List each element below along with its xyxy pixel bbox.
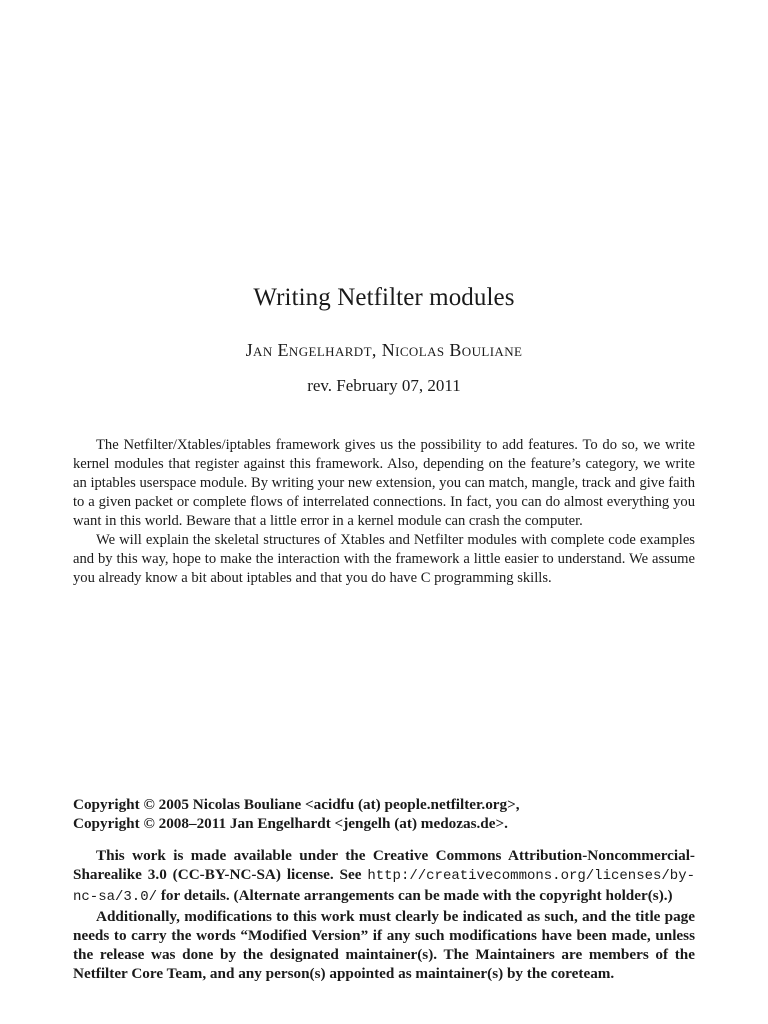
abstract-paragraph: We will explain the skeletal structures of Xtables and Netfilter modules with complete code examples and by this way, hope to make the interaction with the framework a little easier to understand. We assume you already know a bit about iptables and that you do have C programming skills.	[73, 532, 695, 586]
license-paragraph: Additionally, modifications to this work must clearly be indicated as such, and the title page needs to carry the words “Modified Version” if any such modifications have been made, unless the release was done by the designated maintainer(s). The Maintainers are members of the Netfilter Core Team, and any person(s) appointed as maintainer(s) by the coreteam.	[73, 908, 695, 982]
license-section	[73, 846, 695, 983]
copyright-notice	[73, 795, 695, 833]
license-text: for details. (Alternate arrangements can be made with the copyright holder(s).)	[157, 887, 673, 904]
document-authors: Jan Engelhardt, Nicolas Bouliane	[245, 340, 523, 360]
abstract-paragraph: The Netfilter/Xtables/iptables framework gives us the possibility to add features. To do so, we write kernel modules that register against this framework. Also, depending on the feature’s category, we write an iptables userspace module. By writing your new extension, you can match, mangle, track and give faith to a given packet or complete flows of interrelated connections. In fact, you can do almost everything you want in this world. Beware that a little error in a kernel module can crash the computer.	[73, 437, 695, 529]
document-title: Writing Netfilter modules	[253, 284, 515, 311]
copyright-line: Copyright © 2008–2011 Jan Engelhardt <jengelh (at) medozas.de>.	[73, 815, 508, 832]
license-url-link[interactable]: http://creativecommons.org/licenses/by-nc-sa/3.0/	[73, 868, 695, 905]
license-text: This work is made available under the Creative Commons Attribution-Noncommercial-Sharealike 3.0 (CC-BY-NC-SA) license. See	[73, 847, 695, 883]
license-paragraph	[73, 846, 695, 907]
abstract-section	[73, 436, 695, 588]
document-revision: rev. February 07, 2011	[307, 376, 461, 395]
copyright-line: Copyright © 2005 Nicolas Bouliane <acidfu (at) people.netfilter.org>,	[73, 796, 520, 813]
